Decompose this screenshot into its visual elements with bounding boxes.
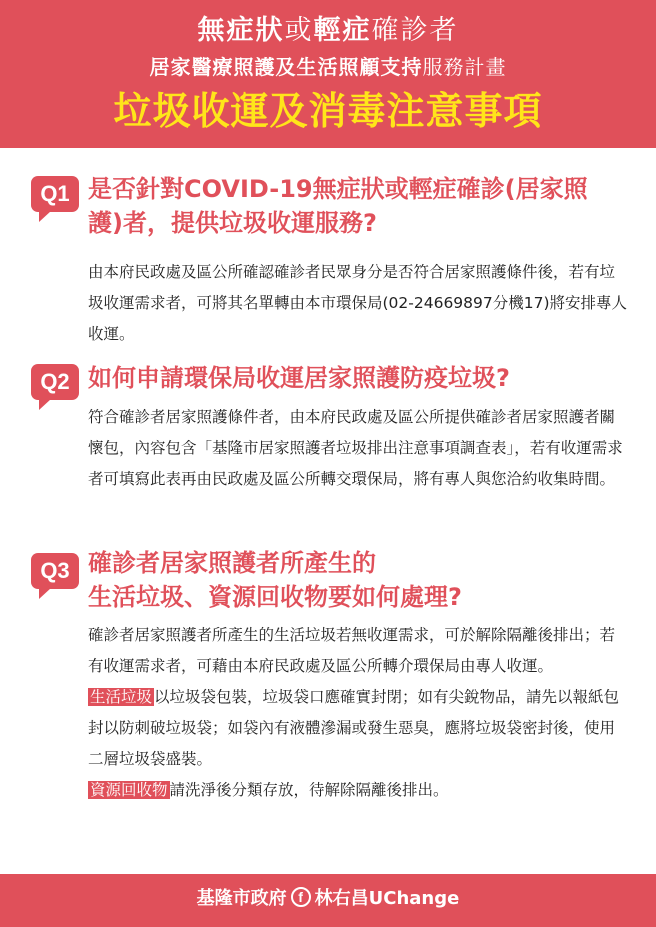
q1-answer: 由本府民政處及區公所確認確診者民眾身分是否符合居家照護條件後，若有垃圾收運需求者，可將其名單轉由本市環保局(02-24669897分機17)將安排專人收運。 — [88, 263, 628, 343]
q2-badge-label: Q2 — [40, 369, 70, 394]
footer-page-name: 林右昌UChange — [314, 888, 460, 909]
content-panel — [0, 148, 656, 874]
q3-badge-label: Q3 — [40, 558, 70, 583]
q1-badge-label: Q1 — [40, 181, 70, 206]
speech-bubble-tail-icon — [39, 211, 51, 222]
q3-answer-intro: 確診者居家照護者所產生的生活垃圾若無收運需求，可於解除隔離後排出；若有收運需求者，可藉由本府民政處及區公所轉介環保局由專人收運。 — [88, 626, 616, 675]
header-line1-part2: 或 — [284, 15, 314, 46]
q1-title: 是否針對COVID-19無症狀或輕症確診(居家照護)者，提供垃圾收運服務? — [88, 175, 588, 237]
header-line1-part1: 無症狀 — [197, 15, 285, 46]
q2-answer: 符合確診者居家照護條件者，由本府民政處及區公所提供確診者居家照護者關懷包，內容包含「基隆市居家照護者垃圾排出注意事項調查表」，若有收運需求者可填寫此表再由民政處及區公所轉交環保局，將有專人與您洽約收集時間。 — [88, 408, 623, 488]
speech-bubble-tail-icon — [39, 399, 51, 410]
recyclables-text: 請洗淨後分類存放，待解除隔離後排出。 — [169, 781, 449, 799]
q3-answer — [88, 620, 628, 806]
speech-bubble-tail-icon — [39, 588, 51, 599]
header-line1-part3: 輕症 — [313, 15, 372, 46]
q3-title-line2: 生活垃圾、資源回收物要如何處理? — [88, 583, 462, 611]
header-line2-light: 服務計畫 — [422, 55, 507, 79]
q1-badge — [31, 176, 79, 212]
facebook-icon: f — [291, 887, 311, 907]
q3-household-waste — [88, 682, 628, 775]
q3-badge — [31, 553, 79, 589]
header-line2-bold: 居家醫療照護及生活照顧支持 — [149, 55, 423, 79]
header-line1-part4: 確診者 — [371, 15, 459, 46]
header-banner — [0, 0, 656, 148]
q2-badge — [31, 364, 79, 400]
q2-title: 如何申請環保局收運居家照護防疫垃圾? — [88, 364, 510, 392]
footer-org: 基隆市政府 — [196, 888, 287, 909]
q3-recyclables — [88, 775, 628, 806]
recyclables-label: 資源回收物 — [90, 781, 168, 799]
household-waste-label: 生活垃圾 — [90, 688, 153, 706]
footer — [0, 874, 656, 927]
header-line1 — [0, 14, 656, 48]
q3-title — [88, 546, 618, 614]
header-line2 — [0, 54, 656, 80]
household-waste-text: 以垃圾袋包裝，垃圾袋口應確實封閉；如有尖銳物品，請先以報紙包封以防刺破垃圾袋；如袋內有液體滲漏或發生惡臭，應將垃圾袋密封後，使用二層垃圾袋盛裝。 — [88, 688, 620, 768]
page-title: 垃圾收運及消毒注意事項 — [113, 89, 543, 133]
q3-title-line1: 確診者居家照護者所產生的 — [88, 549, 376, 577]
